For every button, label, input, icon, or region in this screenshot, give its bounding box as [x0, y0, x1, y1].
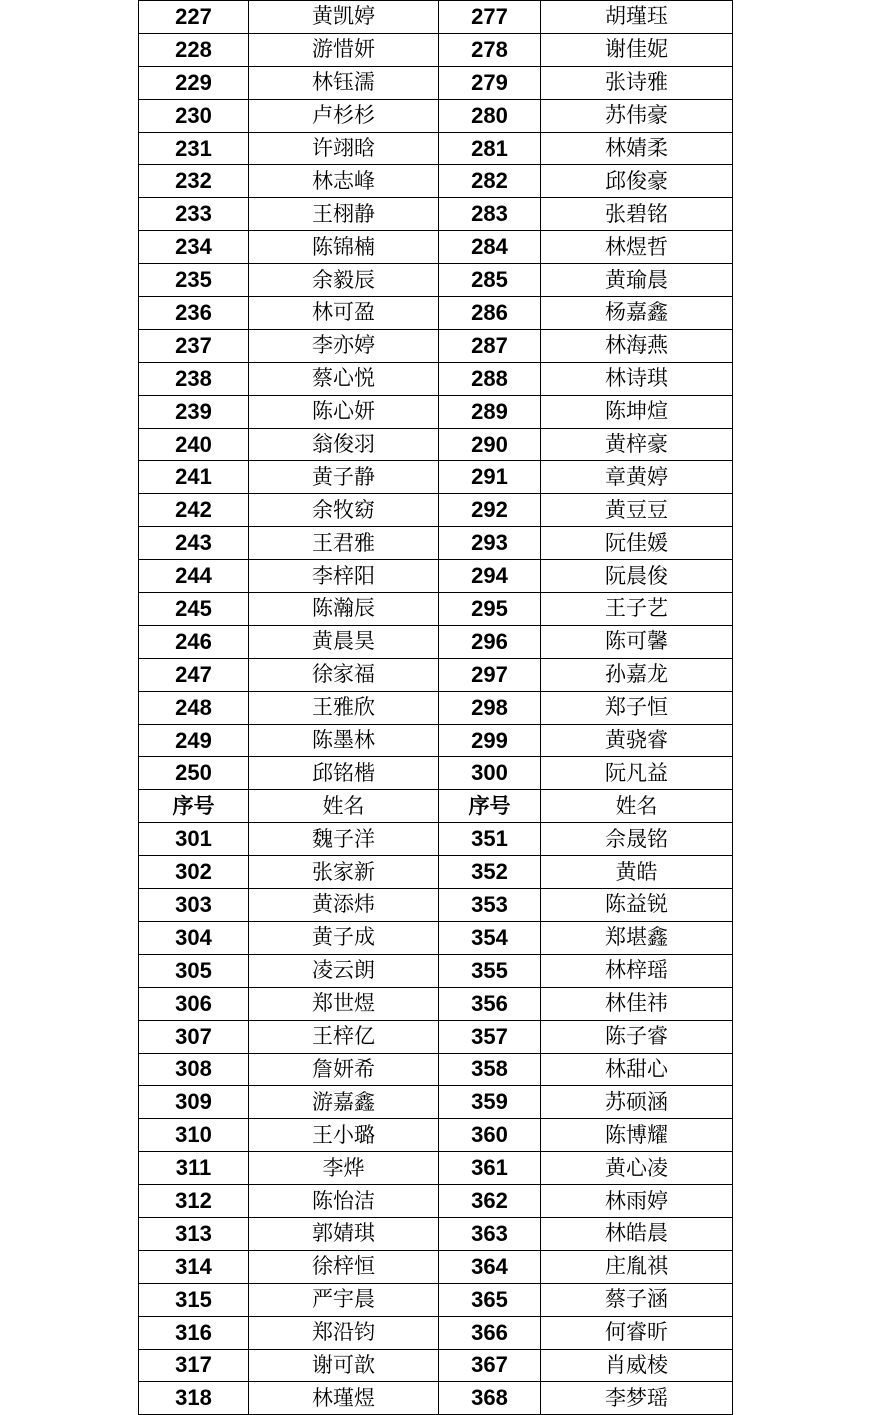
- serial-number-right: 354: [439, 921, 541, 954]
- student-name-right: 谢佳妮: [541, 33, 733, 66]
- table-row: [139, 1316, 733, 1349]
- serial-number-left: 310: [139, 1119, 249, 1152]
- student-name-right: 张碧铭: [541, 198, 733, 231]
- serial-number-left: 307: [139, 1020, 249, 1053]
- student-name-left: 蔡心悦: [249, 362, 439, 395]
- serial-number-left: 304: [139, 921, 249, 954]
- table-row: [139, 362, 733, 395]
- student-name-right: 庄胤祺: [541, 1250, 733, 1283]
- student-name-left: 陈心妍: [249, 395, 439, 428]
- table-row: [139, 889, 733, 922]
- serial-number-right: 362: [439, 1185, 541, 1218]
- table-row: [139, 264, 733, 297]
- serial-number-left: 243: [139, 527, 249, 560]
- table-row: [139, 1283, 733, 1316]
- student-name-left: 郑世煜: [249, 987, 439, 1020]
- student-name-left: 黄添炜: [249, 889, 439, 922]
- student-name-left: 林瑾煜: [249, 1382, 439, 1415]
- student-name-left: 王雅欣: [249, 691, 439, 724]
- table-row: [139, 560, 733, 593]
- table-row: [139, 1020, 733, 1053]
- serial-number-right: 280: [439, 99, 541, 132]
- serial-number-left: 235: [139, 264, 249, 297]
- serial-number-left: 249: [139, 724, 249, 757]
- student-name-left: 陈怡洁: [249, 1185, 439, 1218]
- student-name-left: 詹妍希: [249, 1053, 439, 1086]
- student-name-right: 张诗雅: [541, 66, 733, 99]
- student-name-right: 佘晟铭: [541, 823, 733, 856]
- student-name-left: 陈墨林: [249, 724, 439, 757]
- serial-number-left: 306: [139, 987, 249, 1020]
- student-name-right: 林诗琪: [541, 362, 733, 395]
- student-name-right: 郑子恒: [541, 691, 733, 724]
- serial-number-right: 289: [439, 395, 541, 428]
- serial-number-right: 298: [439, 691, 541, 724]
- student-name-left: 游惜妍: [249, 33, 439, 66]
- student-name-right: 阮晨俊: [541, 560, 733, 593]
- student-name-left: 谢可歆: [249, 1349, 439, 1382]
- student-name-right: 黄皓: [541, 856, 733, 889]
- student-name-left: 许翊晗: [249, 132, 439, 165]
- student-name-right: 苏伟豪: [541, 99, 733, 132]
- roster-table: [138, 0, 733, 1415]
- serial-number-left: 302: [139, 856, 249, 889]
- student-name-left: 李亦婷: [249, 329, 439, 362]
- serial-number-right: 293: [439, 527, 541, 560]
- header-name-right: 姓名: [541, 790, 733, 823]
- roster-body: [139, 1, 733, 1415]
- table-row: [139, 1217, 733, 1250]
- serial-number-left: 247: [139, 658, 249, 691]
- table-row: [139, 1382, 733, 1415]
- student-name-right: 陈子睿: [541, 1020, 733, 1053]
- serial-number-right: 361: [439, 1152, 541, 1185]
- serial-number-left: 244: [139, 560, 249, 593]
- student-name-right: 何睿昕: [541, 1316, 733, 1349]
- serial-number-left: 229: [139, 66, 249, 99]
- table-row: [139, 856, 733, 889]
- student-name-right: 陈可馨: [541, 625, 733, 658]
- student-name-left: 郑沿钧: [249, 1316, 439, 1349]
- serial-number-left: 238: [139, 362, 249, 395]
- student-name-left: 黄凯婷: [249, 1, 439, 34]
- table-row: [139, 1152, 733, 1185]
- header-serial-right: 序号: [439, 790, 541, 823]
- table-row: [139, 461, 733, 494]
- serial-number-right: 299: [439, 724, 541, 757]
- serial-number-left: 308: [139, 1053, 249, 1086]
- serial-number-left: 311: [139, 1152, 249, 1185]
- serial-number-right: 282: [439, 165, 541, 198]
- table-row: [139, 33, 733, 66]
- serial-number-right: 363: [439, 1217, 541, 1250]
- serial-number-left: 314: [139, 1250, 249, 1283]
- student-name-left: 卢杉杉: [249, 99, 439, 132]
- student-name-right: 胡瑾珏: [541, 1, 733, 34]
- table-row: [139, 1053, 733, 1086]
- serial-number-left: 246: [139, 625, 249, 658]
- table-row: [139, 1119, 733, 1152]
- student-name-left: 魏子洋: [249, 823, 439, 856]
- serial-number-left: 316: [139, 1316, 249, 1349]
- student-name-left: 余牧窈: [249, 494, 439, 527]
- serial-number-right: 286: [439, 297, 541, 330]
- student-name-left: 黄子静: [249, 461, 439, 494]
- table-row: [139, 297, 733, 330]
- table-row: [139, 1, 733, 34]
- serial-number-right: 359: [439, 1086, 541, 1119]
- student-name-right: 肖威棱: [541, 1349, 733, 1382]
- serial-number-right: 277: [439, 1, 541, 34]
- student-name-right: 黄梓豪: [541, 428, 733, 461]
- student-name-right: 黄瑜晨: [541, 264, 733, 297]
- student-name-left: 翁俊羽: [249, 428, 439, 461]
- student-name-right: 林雨婷: [541, 1185, 733, 1218]
- student-name-left: 王君雅: [249, 527, 439, 560]
- student-name-right: 黄豆豆: [541, 494, 733, 527]
- student-name-right: 黄心凌: [541, 1152, 733, 1185]
- serial-number-right: 279: [439, 66, 541, 99]
- table-row: [139, 198, 733, 231]
- table-row: [139, 66, 733, 99]
- serial-number-left: 305: [139, 954, 249, 987]
- serial-number-right: 356: [439, 987, 541, 1020]
- serial-number-left: 309: [139, 1086, 249, 1119]
- student-name-left: 邱铭楷: [249, 757, 439, 790]
- student-name-left: 严宇晨: [249, 1283, 439, 1316]
- serial-number-left: 250: [139, 757, 249, 790]
- student-name-right: 林甜心: [541, 1053, 733, 1086]
- table-row: [139, 428, 733, 461]
- serial-number-left: 318: [139, 1382, 249, 1415]
- table-row: [139, 757, 733, 790]
- student-name-left: 王梓亿: [249, 1020, 439, 1053]
- serial-number-right: 297: [439, 658, 541, 691]
- serial-number-left: 234: [139, 231, 249, 264]
- serial-number-right: 358: [439, 1053, 541, 1086]
- student-name-right: 林梓瑶: [541, 954, 733, 987]
- serial-number-right: 291: [439, 461, 541, 494]
- table-row: [139, 625, 733, 658]
- serial-number-right: 294: [439, 560, 541, 593]
- student-name-left: 林志峰: [249, 165, 439, 198]
- serial-number-right: 278: [439, 33, 541, 66]
- student-name-right: 杨嘉鑫: [541, 297, 733, 330]
- student-name-right: 阮凡益: [541, 757, 733, 790]
- table-row: [139, 132, 733, 165]
- header-row: [139, 790, 733, 823]
- serial-number-right: 353: [439, 889, 541, 922]
- student-name-right: 孙嘉龙: [541, 658, 733, 691]
- table-row: [139, 921, 733, 954]
- table-row: [139, 691, 733, 724]
- serial-number-right: 290: [439, 428, 541, 461]
- table-row: [139, 987, 733, 1020]
- student-name-right: 阮佳媛: [541, 527, 733, 560]
- student-name-right: 邱俊豪: [541, 165, 733, 198]
- header-name-left: 姓名: [249, 790, 439, 823]
- serial-number-right: 364: [439, 1250, 541, 1283]
- table-row: [139, 1185, 733, 1218]
- serial-number-right: 281: [439, 132, 541, 165]
- serial-number-right: 295: [439, 593, 541, 626]
- serial-number-right: 351: [439, 823, 541, 856]
- serial-number-left: 239: [139, 395, 249, 428]
- student-name-right: 蔡子涵: [541, 1283, 733, 1316]
- serial-number-left: 315: [139, 1283, 249, 1316]
- table-row: [139, 1086, 733, 1119]
- serial-number-right: 365: [439, 1283, 541, 1316]
- serial-number-right: 357: [439, 1020, 541, 1053]
- student-name-right: 王子艺: [541, 593, 733, 626]
- serial-number-left: 233: [139, 198, 249, 231]
- student-name-left: 徐家福: [249, 658, 439, 691]
- student-name-left: 王栩静: [249, 198, 439, 231]
- table-row: [139, 494, 733, 527]
- student-name-left: 陈锦楠: [249, 231, 439, 264]
- table-row: [139, 954, 733, 987]
- student-name-left: 徐梓恒: [249, 1250, 439, 1283]
- serial-number-left: 230: [139, 99, 249, 132]
- serial-number-left: 228: [139, 33, 249, 66]
- serial-number-left: 236: [139, 297, 249, 330]
- serial-number-right: 360: [439, 1119, 541, 1152]
- table-row: [139, 724, 733, 757]
- table-row: [139, 527, 733, 560]
- table-row: [139, 231, 733, 264]
- student-name-right: 章黄婷: [541, 461, 733, 494]
- table-row: [139, 99, 733, 132]
- table-row: [139, 1349, 733, 1382]
- header-serial-left: 序号: [139, 790, 249, 823]
- student-name-right: 郑堪鑫: [541, 921, 733, 954]
- student-name-left: 李烨: [249, 1152, 439, 1185]
- serial-number-right: 300: [439, 757, 541, 790]
- student-name-left: 郭婧琪: [249, 1217, 439, 1250]
- serial-number-right: 367: [439, 1349, 541, 1382]
- serial-number-left: 317: [139, 1349, 249, 1382]
- student-name-left: 林钰濡: [249, 66, 439, 99]
- serial-number-left: 312: [139, 1185, 249, 1218]
- student-name-right: 林佳祎: [541, 987, 733, 1020]
- serial-number-right: 285: [439, 264, 541, 297]
- serial-number-left: 231: [139, 132, 249, 165]
- serial-number-left: 237: [139, 329, 249, 362]
- serial-number-left: 301: [139, 823, 249, 856]
- serial-number-right: 366: [439, 1316, 541, 1349]
- student-name-right: 陈坤煊: [541, 395, 733, 428]
- table-row: [139, 395, 733, 428]
- table-row: [139, 823, 733, 856]
- serial-number-right: 288: [439, 362, 541, 395]
- table-row: [139, 165, 733, 198]
- serial-number-left: 303: [139, 889, 249, 922]
- student-name-left: 余毅辰: [249, 264, 439, 297]
- student-name-right: 李梦瑶: [541, 1382, 733, 1415]
- student-name-left: 林可盈: [249, 297, 439, 330]
- student-name-left: 李梓阳: [249, 560, 439, 593]
- student-name-left: 黄晨昊: [249, 625, 439, 658]
- student-name-left: 黄子成: [249, 921, 439, 954]
- table-row: [139, 593, 733, 626]
- student-name-right: 林婧柔: [541, 132, 733, 165]
- serial-number-right: 296: [439, 625, 541, 658]
- student-name-right: 林皓晨: [541, 1217, 733, 1250]
- serial-number-left: 313: [139, 1217, 249, 1250]
- serial-number-left: 248: [139, 691, 249, 724]
- serial-number-left: 240: [139, 428, 249, 461]
- student-name-left: 游嘉鑫: [249, 1086, 439, 1119]
- student-name-right: 林煜哲: [541, 231, 733, 264]
- student-name-left: 陈瀚辰: [249, 593, 439, 626]
- table-row: [139, 1250, 733, 1283]
- serial-number-left: 242: [139, 494, 249, 527]
- serial-number-right: 283: [439, 198, 541, 231]
- student-name-right: 苏硕涵: [541, 1086, 733, 1119]
- serial-number-right: 352: [439, 856, 541, 889]
- student-name-left: 王小璐: [249, 1119, 439, 1152]
- serial-number-left: 227: [139, 1, 249, 34]
- serial-number-right: 284: [439, 231, 541, 264]
- serial-number-left: 232: [139, 165, 249, 198]
- serial-number-left: 245: [139, 593, 249, 626]
- serial-number-right: 287: [439, 329, 541, 362]
- serial-number-left: 241: [139, 461, 249, 494]
- serial-number-right: 355: [439, 954, 541, 987]
- student-name-right: 陈益锐: [541, 889, 733, 922]
- student-name-left: 张家新: [249, 856, 439, 889]
- student-name-right: 林海燕: [541, 329, 733, 362]
- serial-number-right: 292: [439, 494, 541, 527]
- table-row: [139, 329, 733, 362]
- student-name-right: 陈博耀: [541, 1119, 733, 1152]
- student-name-right: 黄骁睿: [541, 724, 733, 757]
- student-name-left: 凌云朗: [249, 954, 439, 987]
- serial-number-right: 368: [439, 1382, 541, 1415]
- table-row: [139, 658, 733, 691]
